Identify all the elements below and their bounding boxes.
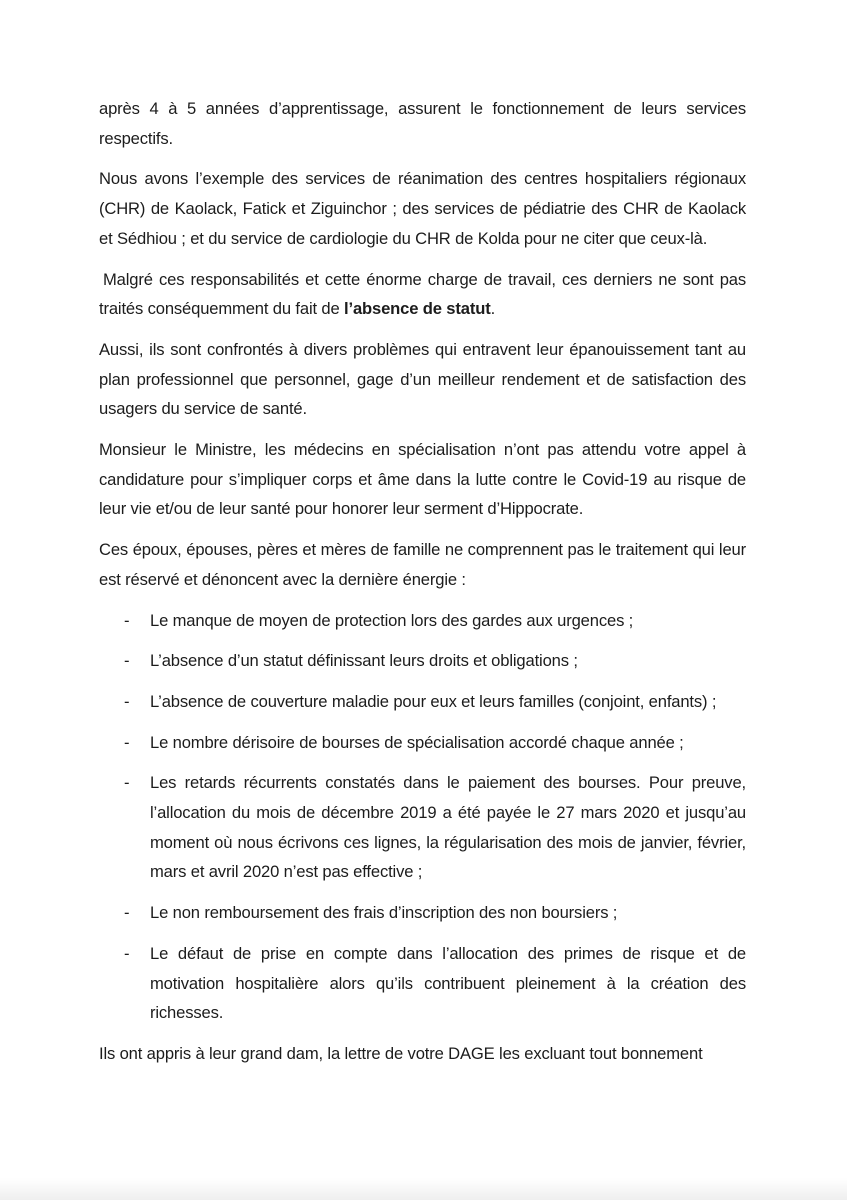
list-item-text: L’absence de couverture maladie pour eux et leurs familles (conjoint, enfants) ; [150, 691, 717, 711]
paragraph-dage-letter: Ils ont appris à leur grand dam, la lettre de votre DAGE les excluant tout bonnement [99, 1043, 703, 1063]
paragraph-minister-covid: Monsieur le Ministre, les médecins en spécialisation n’ont pas attendu votre appel à candidature pour s’impliquer corps et âme dans la lutte contre le Covid-19 au risque de leur vie et/ou de leur santé pour honorer leur serment d’Hippocrate. [99, 440, 746, 519]
list-item [99, 646, 746, 676]
list-item [99, 728, 746, 758]
list-item [99, 898, 746, 928]
paragraph-denounce-intro: Ces époux, épouses, pères et mères de famille ne comprennent pas le traitement qui leur est réservé et dénoncent avec la dernière énergie : [99, 540, 746, 589]
paragraph-text: Malgré ces responsabilités et cette énorme charge de travail, ces derniers ne sont pas traités conséquemment du fait de [99, 269, 746, 319]
dash-bullet-icon: - [124, 651, 130, 671]
list-item-text: Le défaut de prise en compte dans l’allocation des primes de risque et de motivation hospitalière alors qu’ils contribuent pleinement à la création des richesses. [150, 943, 746, 1023]
document-body [99, 94, 746, 1080]
paragraph-hospital-examples: Nous avons l’exemple des services de réanimation des centres hospitaliers régionaux (CHR) de Kaolack, Fatick et Ziguinchor ; des services de pédiatrie des CHR de Kaolack et Sédhiou ; et du service de cardiologie du CHR de Kolda pour ne citer que ceux-là. [99, 169, 746, 248]
paragraph-text: . [490, 299, 496, 319]
dash-bullet-icon: - [124, 732, 130, 752]
paragraph-training-years: après 4 à 5 années d’apprentissage, assurent le fonctionnement de leurs services respectifs. [99, 99, 746, 148]
list-item [99, 606, 746, 636]
dash-bullet-icon: - [124, 903, 130, 923]
bold-emphasis-absence-de-statut: l’absence de statut [344, 299, 491, 319]
list-item-text: Le nombre dérisoire de bourses de spécialisation accordé chaque année ; [150, 732, 684, 752]
list-item-text: Le non remboursement des frais d’inscription des non boursiers ; [150, 903, 618, 923]
list-item [99, 939, 746, 1028]
list-item [99, 687, 746, 717]
dash-bullet-icon: - [124, 691, 130, 711]
list-item-text: L’absence d’un statut définissant leurs droits et obligations ; [150, 651, 578, 671]
dash-bullet-icon: - [124, 610, 130, 630]
list-item-text: Les retards récurrents constatés dans le paiement des bourses. Pour preuve, l’allocation du mois de décembre 2019 a été payée le 27 mars 2020 et jusqu’au moment où nous écrivons ces lignes, la régularisation des mois de janvier, février, mars et avril 2020 n’est pas effective ; [150, 773, 746, 882]
dash-bullet-icon: - [124, 773, 130, 793]
list-item [99, 768, 746, 887]
dash-bullet-icon: - [124, 943, 130, 963]
grievances-list [99, 606, 746, 1028]
page-bottom-edge [0, 1178, 847, 1200]
paragraph-absence-of-status [99, 265, 746, 324]
list-item-text: Le manque de moyen de protection lors des gardes aux urgences ; [150, 610, 634, 630]
paragraph-problems: Aussi, ils sont confrontés à divers problèmes qui entravent leur épanouissement tant au plan professionnel que personnel, gage d’un meilleur rendement et de satisfaction des usagers du service de santé. [99, 339, 746, 419]
